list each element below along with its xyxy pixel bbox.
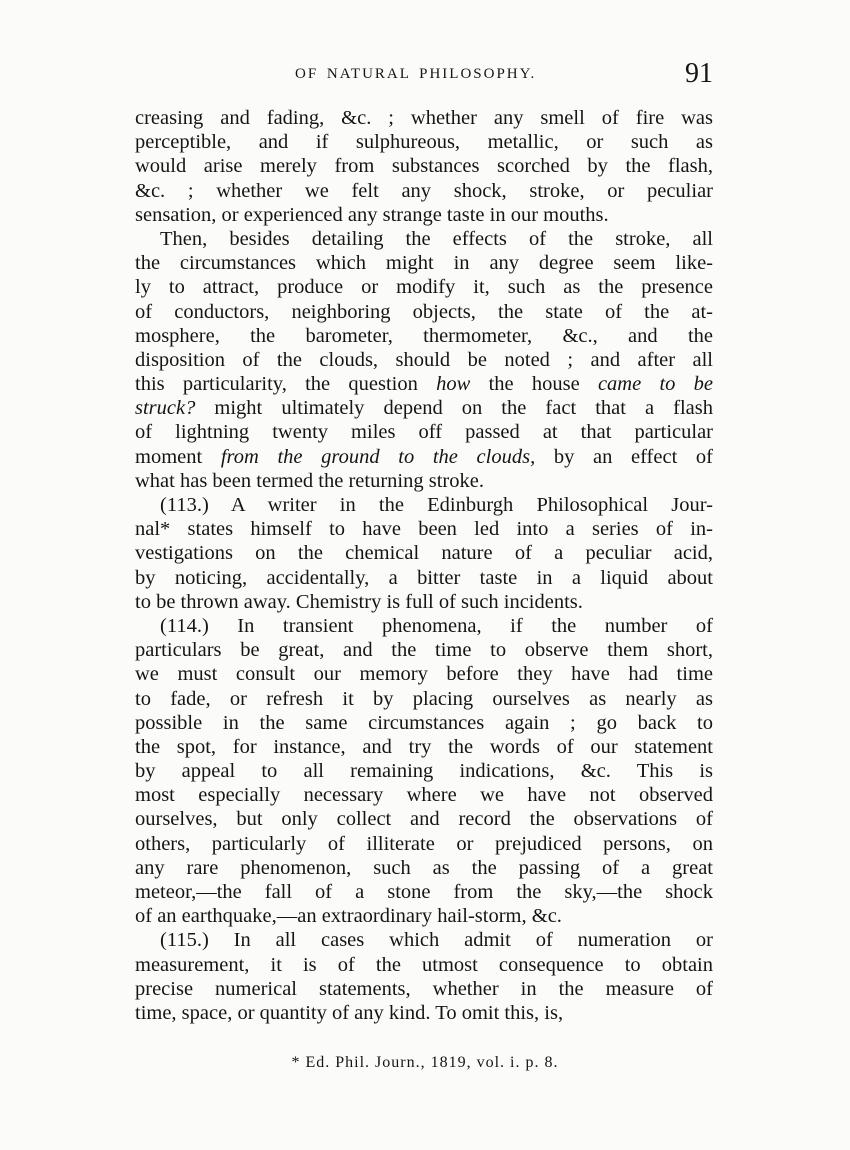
text-run: particulars be great, and the time to observe them short, <box>135 639 713 662</box>
text-line <box>135 590 713 614</box>
text-run: creasing and fading, &c. ; whether any smell of fire was <box>135 107 713 129</box>
text-run: this particularity, the question <box>135 373 437 396</box>
text-line <box>135 1001 713 1025</box>
text-line <box>135 638 713 662</box>
text-run: any rare phenomenon, such as the passing of a great <box>135 856 713 879</box>
text-line <box>135 517 713 541</box>
paragraph <box>135 106 713 227</box>
text-line <box>135 300 713 324</box>
text-line <box>135 154 713 178</box>
text-line <box>135 783 713 807</box>
text-line <box>135 130 713 154</box>
text-line <box>135 420 713 444</box>
text-line <box>135 445 713 469</box>
text-line <box>135 493 713 517</box>
text-line <box>135 324 713 348</box>
text-run: by appeal to all remaining indications, &c. This is <box>135 760 713 783</box>
paragraph <box>135 614 713 928</box>
text-run: might ultimately depend on the fact that a flash <box>195 397 713 420</box>
text-line <box>135 928 713 952</box>
italic-text: how <box>436 373 471 396</box>
text-run: most especially necessary where we have not observed <box>135 784 713 807</box>
paragraph <box>135 227 713 493</box>
text-run: the spot, for instance, and try the words of our statement <box>135 735 713 758</box>
text-run: we must consult our memory before they have had time <box>135 663 713 686</box>
text-line <box>135 735 713 759</box>
text-run: possible in the same circumstances again ; go back to <box>135 711 713 734</box>
body-text <box>135 106 713 1025</box>
text-line <box>135 953 713 977</box>
text-line <box>135 396 713 420</box>
text-run: disposition of the clouds, should be noted ; and after all <box>135 348 713 371</box>
text-line <box>135 662 713 686</box>
text-run: precise numerical statements, whether in the measure of <box>135 977 713 1000</box>
text-run: (114.) In transient phenomena, if the number of <box>160 614 713 637</box>
text-run: mosphere, the barometer, thermometer, &c., and the <box>135 324 713 347</box>
text-run: measurement, it is of the utmost consequence to obtain <box>135 953 713 976</box>
text-line <box>135 856 713 880</box>
text-run: by an effect of <box>535 445 713 468</box>
text-run: ly to attract, produce or modify it, such as the presence <box>135 276 713 299</box>
text-run: moment <box>135 445 221 468</box>
text-run: (113.) A writer in the Edinburgh Philosophical Jour- <box>160 494 713 516</box>
text-line <box>135 566 713 590</box>
text-line <box>135 541 713 565</box>
text-run: others, particularly of illiterate or prejudiced persons, on <box>135 832 713 855</box>
text-run: vestigations on the chemical nature of a peculiar acid, <box>135 542 713 565</box>
text-line <box>135 904 713 928</box>
text-line <box>135 687 713 711</box>
italic-text: struck? <box>135 397 196 420</box>
text-run: time, space, or quantity of any kind. To omit this, is, <box>135 1001 564 1024</box>
text-line <box>135 832 713 856</box>
text-line <box>135 275 713 299</box>
page-number: 91 <box>685 58 713 89</box>
text-line <box>135 711 713 735</box>
text-line <box>135 372 713 396</box>
text-line <box>135 880 713 904</box>
text-run: to be thrown away. Chemistry is full of such incidents. <box>135 590 583 613</box>
text-line <box>135 348 713 372</box>
text-run: Then, besides detailing the effects of the stroke, all <box>160 227 713 250</box>
text-run: meteor,—the fall of a stone from the sky,—the shock <box>135 881 713 903</box>
footnote: * Ed. Phil. Journ., 1819, vol. i. p. 8. <box>291 1054 559 1071</box>
text-line <box>135 251 713 275</box>
text-run: of conductors, neighboring objects, the state of the at- <box>135 300 713 323</box>
text-run: (115.) In all cases which admit of numeration or <box>160 929 713 952</box>
text-run: would arise merely from substances scorched by the flash, <box>135 155 713 178</box>
text-run: of an earthquake,—an extraordinary hail-storm, &c. <box>135 905 562 928</box>
text-line <box>135 977 713 1001</box>
text-run: what has been termed the returning stroke. <box>135 469 484 492</box>
text-run: &c. ; whether we felt any shock, stroke, or peculiar <box>135 179 713 202</box>
text-run: the circumstances which might in any degree seem like- <box>135 252 713 275</box>
italic-text: from the ground to the clouds, <box>220 445 536 468</box>
text-run: of lightning twenty miles off passed at that particular <box>135 421 713 444</box>
text-run: perceptible, and if sulphureous, metallic, or such as <box>135 131 713 154</box>
text-line <box>135 227 713 251</box>
text-line <box>135 759 713 783</box>
text-run: the house <box>470 373 598 396</box>
text-run: to fade, or refresh it by placing ourselves as nearly as <box>135 687 713 710</box>
text-line <box>135 614 713 638</box>
running-title: OF NATURAL PHILOSOPHY. <box>295 66 537 82</box>
text-run: sensation, or experienced any strange taste in our mouths. <box>135 203 609 226</box>
text-line <box>135 807 713 831</box>
text-run: ourselves, but only collect and record the observations of <box>135 808 713 831</box>
paragraph <box>135 493 713 614</box>
text-line <box>135 469 713 493</box>
paragraph <box>135 928 713 1025</box>
running-head <box>135 58 713 92</box>
text-line <box>135 106 713 130</box>
italic-text: came to be <box>597 373 713 396</box>
text-line <box>135 179 713 203</box>
text-run: by noticing, accidentally, a bitter taste in a liquid about <box>135 566 713 589</box>
text-run: nal* states himself to have been led into a series of in- <box>135 518 713 541</box>
text-line <box>135 203 713 227</box>
